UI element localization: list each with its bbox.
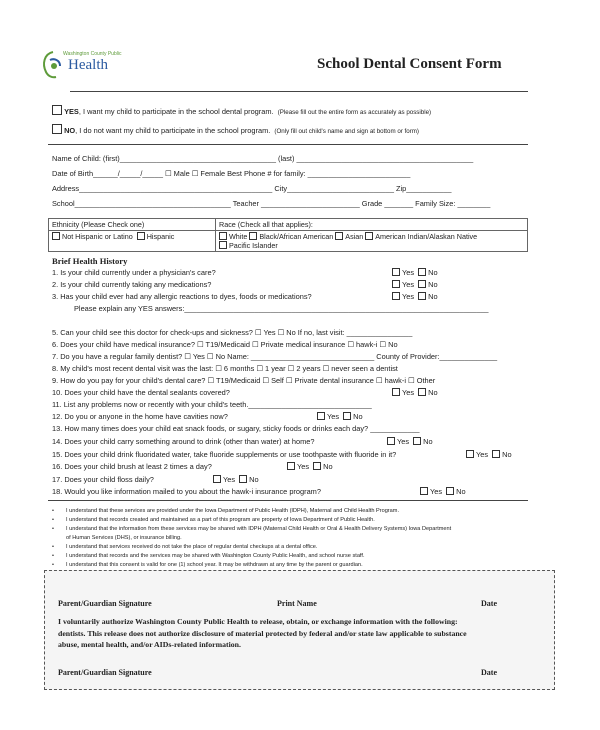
school-field[interactable]: School______________________________________ Teacher ________________________ Grade _______ Family Size: ________ <box>52 199 491 208</box>
question-8: 8. My child's most recent dental visit was the last: ☐ 6 months ☐ 1 year ☐ 2 years ☐ never seen a dentist <box>52 364 398 373</box>
yes-no-15[interactable]: Yes No <box>466 450 512 459</box>
question-13: 13. How many times does your child eat snack foods, or sugary, sticky foods or drinks each day? ____________ <box>52 424 420 433</box>
title-rule <box>70 91 528 92</box>
question-2: 2. Is your child currently taking any medications? <box>52 280 212 289</box>
address-field[interactable]: Address_______________________________________________ City__________________________ Zip___________ <box>52 184 452 193</box>
race-header: Race (Check all that applies): <box>216 219 528 231</box>
question-14: 14. Does your child carry something around to drink (other than water) at home? <box>52 437 315 446</box>
statement-2: • I understand that records created and maintained as a part of this program are property of Iowa Department of Public Health. <box>52 517 375 523</box>
consent-no: NO, I do not want my child to participate in the school program. (Only fill out child's name and sign at bottom or form) <box>52 124 419 135</box>
yes-no-17[interactable]: Yes No <box>213 475 259 484</box>
question-7: 7. Do you have a regular family dentist? ☐ Yes ☐ No Name: ______________________________ County of Provider:______________ <box>52 352 498 361</box>
date-label-2[interactable]: Date <box>481 668 497 677</box>
yes-no-18[interactable]: Yes No <box>420 487 466 496</box>
ethnicity-checkbox[interactable] <box>52 232 60 240</box>
explain-field[interactable]: Please explain any YES answers:__________________________________________________________________________ <box>74 304 489 313</box>
parent-signature-label[interactable]: Parent/Guardian Signature <box>58 599 152 608</box>
race-options: White Black/African American Asian American Indian/Alaskan Native Pacific Islander <box>216 231 528 252</box>
race-checkbox[interactable] <box>219 241 227 249</box>
question-10: 10. Does your child have the dental sealants covered? <box>52 388 230 397</box>
name-field[interactable]: Name of Child: (first)______________________________________ (last) ___________________________________________ <box>52 154 474 163</box>
history-rule <box>48 500 528 501</box>
parent-signature-label-2[interactable]: Parent/Guardian Signature <box>58 668 152 677</box>
question-15: 15. Does your child drink fluoridated water, take fluoride supplements or use toothpaste with fluoride in it? <box>52 450 397 459</box>
print-name-label[interactable]: Print Name <box>277 599 317 608</box>
release-text-1: I voluntarily authorize Washington County Public Health to release, obtain, or exchange information with the following: <box>58 617 458 626</box>
question-16: 16. Does your child brush at least 2 times a day? <box>52 462 212 471</box>
question-18: 18. Would you like information mailed to you about the hawk-i insurance program? <box>52 487 321 496</box>
statement-4: • I understand that services received do not take the place of regular dental checkups at a dental office. <box>52 544 318 550</box>
statement-3-cont: of Human Services (DHS), or insurance billing. <box>66 535 182 541</box>
yes-no-2[interactable]: Yes No <box>392 280 438 289</box>
race-checkbox[interactable] <box>335 232 343 240</box>
yes-no-3[interactable]: Yes No <box>392 292 438 301</box>
question-11: 11. List any problems now or recently with your child's teeth.______________________________ <box>52 400 372 409</box>
question-1: 1. Is your child currently under a physician's care? <box>52 268 216 277</box>
race-checkbox[interactable] <box>219 232 227 240</box>
yes-no-14[interactable]: Yes No <box>387 437 433 446</box>
statement-6: • I understand that this consent is valid for one (1) school year. It may be withdrawn at any time by the parent or guardian. <box>52 562 363 568</box>
consent-rule <box>48 144 528 145</box>
question-9: 9. How do you pay for your child's dental care? ☐ T19/Medicaid ☐ Self ☐ Private dental insurance ☐ hawk-i ☐ Other <box>52 376 436 385</box>
race-checkbox[interactable] <box>365 232 373 240</box>
question-6: 6. Does your child have medical insurance? ☐ T19/Medicaid ☐ Private medical insurance ☐ hawk-i ☐ No <box>52 340 398 349</box>
page-title: School Dental Consent Form <box>317 56 502 72</box>
statement-5: • I understand that records and the services may be shared with Washington County Public Health, and school nurse staff. <box>52 553 365 559</box>
ethnicity-options: Not Hispanic or Latino Hispanic <box>49 231 216 252</box>
consent-yes: YES, I want my child to participate in the school dental program. (Please fill out the entire form as accurately as possible) <box>52 105 431 116</box>
question-12: 12. Do you or anyone in the home have cavities now? <box>52 412 228 421</box>
ethnicity-header: Ethnicity (Please Check one) <box>49 219 216 231</box>
yes-no-1[interactable]: Yes No <box>392 268 438 277</box>
logo-org: Washington County Public <box>63 51 122 57</box>
question-3: 3. Has your child ever had any allergic reactions to dyes, foods or medications? <box>52 292 312 301</box>
race-checkbox[interactable] <box>249 232 257 240</box>
no-checkbox[interactable] <box>52 124 62 134</box>
dob-field[interactable]: Date of Birth______/_____/_____ ☐ Male ☐ Female Best Phone # for family: _________________________ <box>52 169 411 178</box>
question-5: 5. Can your child see this doctor for check-ups and sickness? ☐ Yes ☐ No If no, last visit: ________________ <box>52 328 413 337</box>
ethnicity-checkbox[interactable] <box>137 232 145 240</box>
question-17: 17. Does your child floss daily? <box>52 475 154 484</box>
ethnicity-table <box>48 218 528 252</box>
yes-no-16[interactable]: Yes No <box>287 462 333 471</box>
yes-no-12[interactable]: Yes No <box>317 412 363 421</box>
yes-checkbox[interactable] <box>52 105 62 115</box>
yes-no-10[interactable]: Yes No <box>392 388 438 397</box>
release-text-2: dentists. This release does not authorize disclosure of material protected by federal and/or state law applicable to substance <box>58 629 467 638</box>
date-label[interactable]: Date <box>481 599 497 608</box>
statement-1: • I understand that these services are provided under the Iowa Department of Public Health (IDPH), Maternal and Child Health Program. <box>52 508 399 514</box>
statement-3: • I understand that the information from these services may be shared with IDPH (Maternal Child Health or Oral & Health Delivery Systems) Iowa Department <box>52 526 452 532</box>
release-text-3: abuse, mental health, and/or AIDs-related information. <box>58 640 241 649</box>
history-title: Brief Health History <box>52 256 128 266</box>
logo-name: Health <box>68 57 108 73</box>
